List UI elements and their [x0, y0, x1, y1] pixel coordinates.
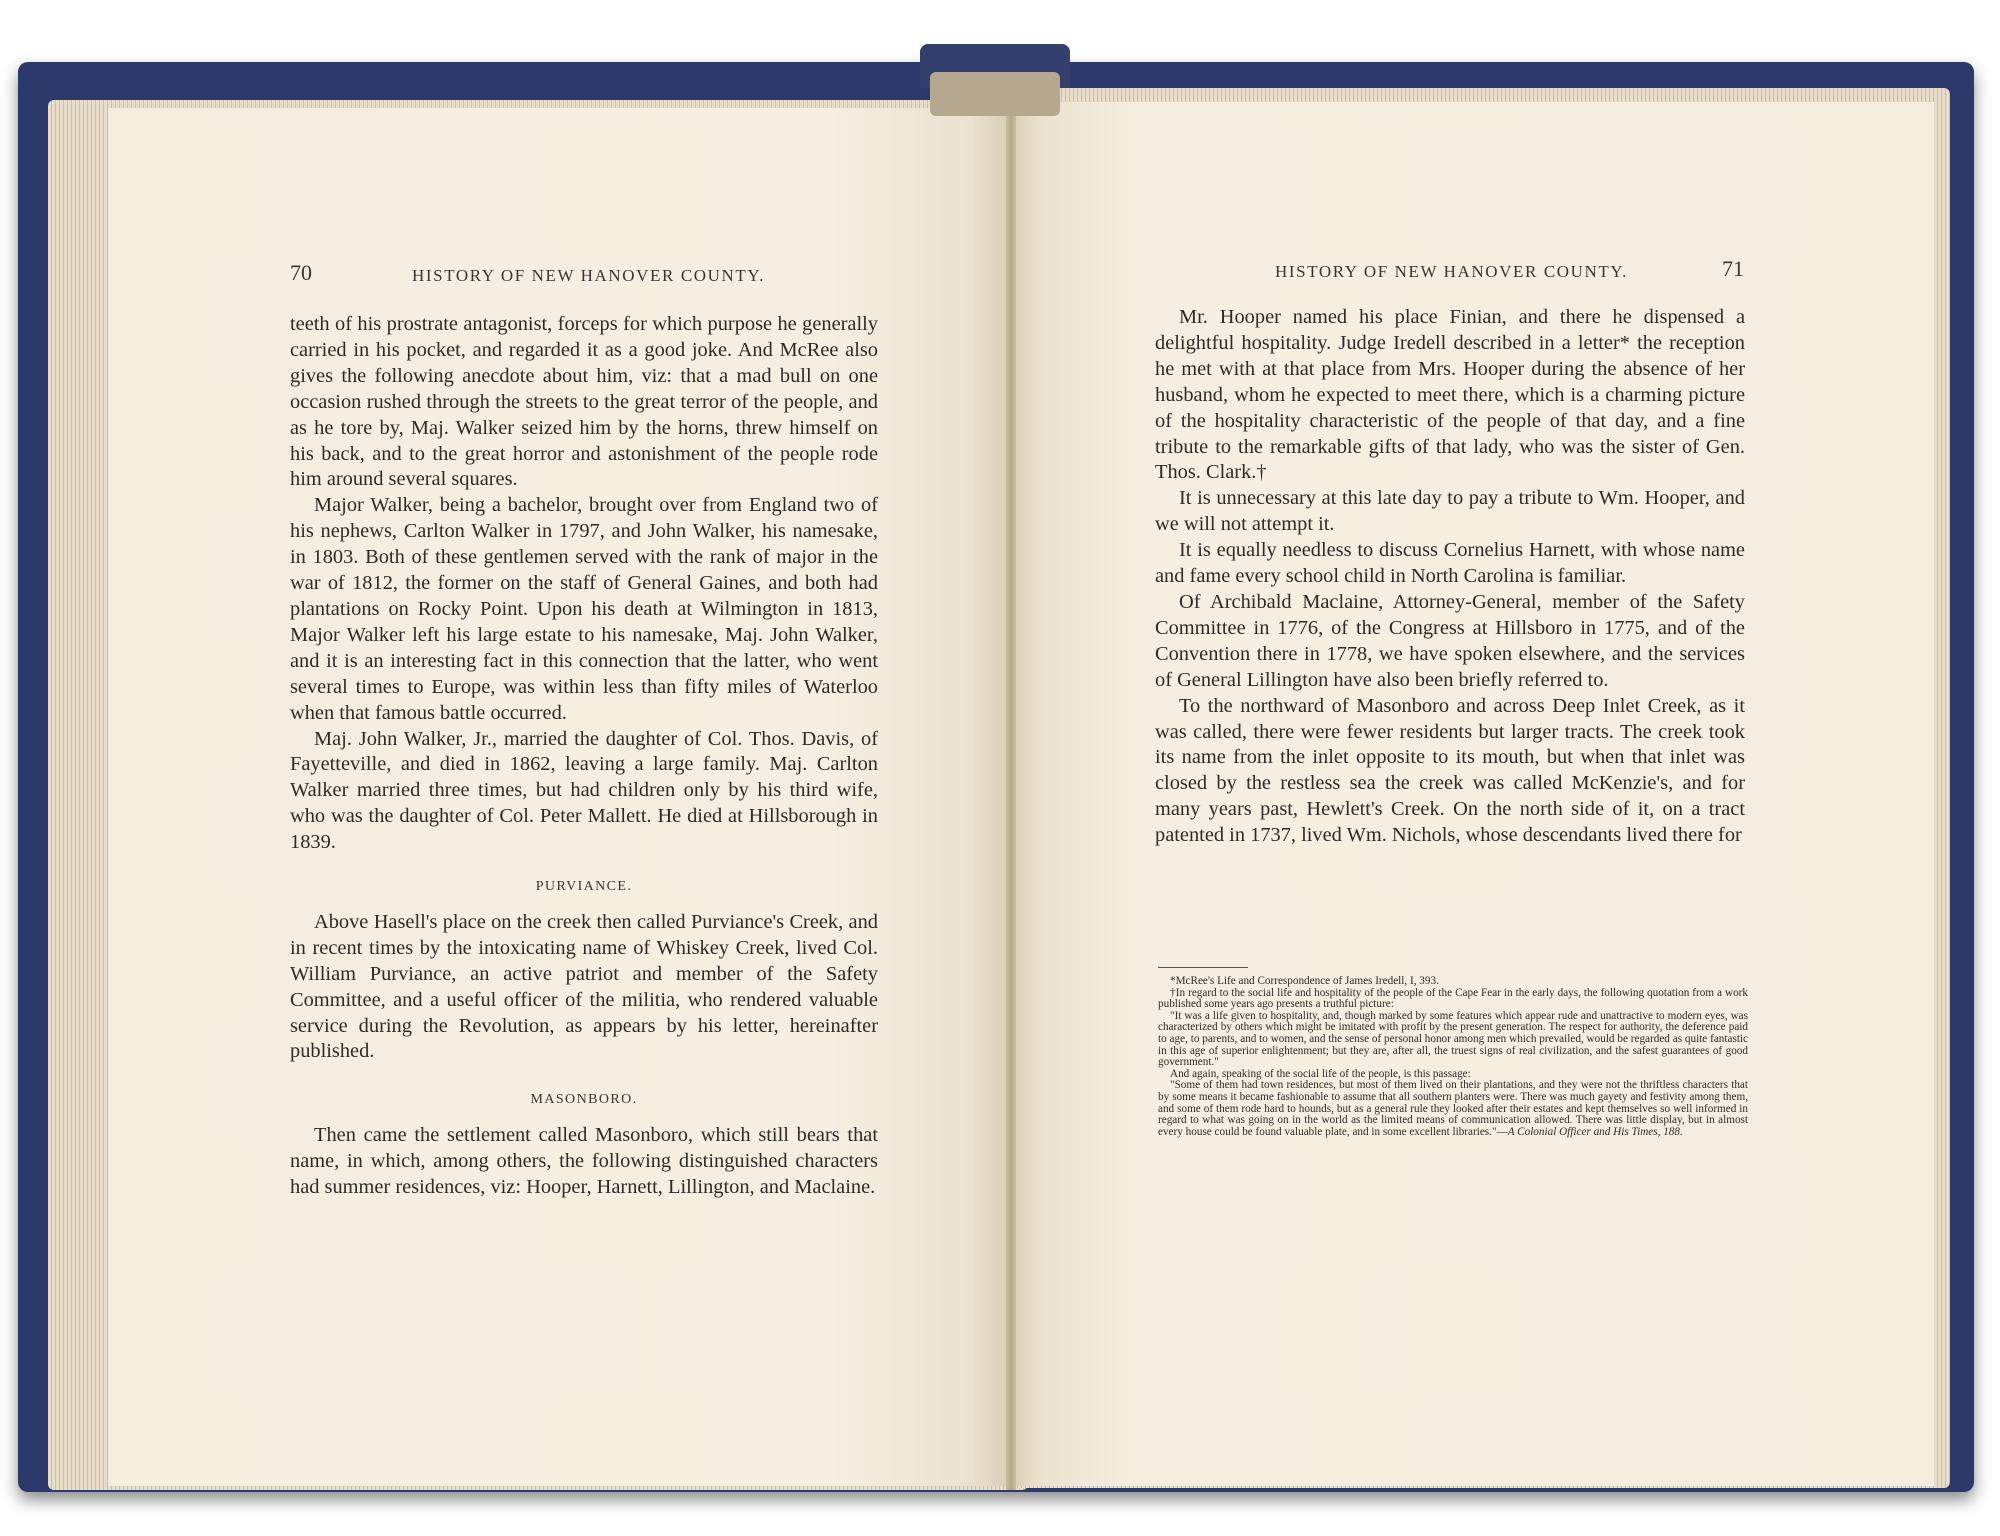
- footnote-quote-2-text: "Some of them had town residences, but most of them lived on their plantations, and they were not the thriftless characters that by some means it became fashionable to assume that all southern planters were. There was much gayety and festivity among them, and some of them rode hard to hounds, but as a general rule they looked after their estates and kept themselves so well informed in regard to what was going on in the world as the limited means of communication allowed. There was little display, but in almost every house could be found valuable plate, and in some excellent libraries."—: [1158, 1079, 1748, 1138]
- footnote-quote-2: [1158, 1080, 1748, 1138]
- footnote-1: *McRee's Life and Correspondence of James Iredell, I, 393.: [1170, 975, 1439, 987]
- left-page-number: 70: [290, 260, 312, 285]
- section-heading-masonboro: MASONBORO.: [530, 1092, 638, 1108]
- left-paragraph-2: Major Walker, being a bachelor, brought over from England two of his nephews, Carlton Walker in 1797, and John Walker, his namesake, in 1803. Both of these gentlemen served with the rank of major in the war of 1812, the former on the staff of General Gaines, and both had plantations on Rocky Point. Upon his death at Wilmington in 1813, Major Walker left his large estate to his namesake, Maj. John Walker, and it is an interesting fact in this connection that the latter, who went several times to Europe, was within less than fifty miles of Waterloo when that famous battle occurred.: [290, 494, 878, 724]
- right-paragraph-1: Mr. Hooper named his place Finian, and there he dispensed a delightful hospitality. Judge Iredell described in a letter* the reception he met with at that place from Mrs. Hooper during the absence of her husband, whom he expected to meet there, which is a charming picture of the hospitality characteristic of the people of that day, and a fine tribute to the remarkable gifts of that lady, who was the sister of Gen. Thos. Clark.†: [1155, 306, 1745, 484]
- left-paragraph-1: teeth of his prostrate antagonist, forceps for which purpose he generally carried in his pocket, and regarded it as a good joke. And McRee also gives the following anecdote about him, viz: that a mad bull on one occasion rushed through the streets to the great terror of the people, and as he tore by, Maj. Walker seized him by the horns, threw himself on his back, and to the great horror and astonishment of the people rode him around several squares.: [290, 313, 878, 491]
- footnote-quote-1: "It was a life given to hospitality, and, though marked by some features which appear rude and unattractive to modern eyes, was characterized by others which might be imitated with profit by the present generation. The respect for authority, the deference paid to age, to parents, and to women, and the sense of personal honor among men which prevailed, would be regarded as quite fantastic in this age of superior enlightenment; but they are, after all, the truest signs of real civilization, and the safest guarantees of good government.": [1158, 1009, 1748, 1069]
- footnote-3: And again, speaking of the social life of the people, is this passage:: [1170, 1067, 1471, 1080]
- purviance-paragraph: Above Hasell's place on the creek then called Purviance's Creek, and in recent times by the intoxicating name of Whiskey Creek, lived Col. William Purviance, an active patriot and member of the Safety Committee, and a useful officer of the militia, who rendered valuable service during the Revolution, as appears by his letter, hereinafter published.: [290, 910, 878, 1063]
- left-running-head: HISTORY OF NEW HANOVER COUNTY.: [412, 266, 765, 285]
- masonboro-paragraph: Then came the settlement called Masonboro, which still bears that name, in which, among others, the following distinguished characters had summer residences, viz: Hooper, Harnett, Lillington, and Maclaine.: [290, 1124, 878, 1199]
- left-text-block: [290, 312, 878, 1201]
- right-running-head: HISTORY OF NEW HANOVER COUNTY.: [1275, 262, 1628, 281]
- right-paragraph-2: It is unnecessary at this late day to pay a tribute to Wm. Hooper, and we will not attempt it.: [1155, 487, 1745, 536]
- footnote-2: †In regard to the social life and hospitality of the people of the Cape Fear in the early days, the following quotation from a work published some years ago presents a truthful picture:: [1158, 986, 1748, 1011]
- footnotes: [1158, 976, 1748, 1138]
- right-page-number: 71: [1722, 256, 1744, 281]
- book-gutter: [1006, 100, 1016, 1490]
- left-paragraph-3: Maj. John Walker, Jr., married the daughter of Col. Thos. Davis, of Fayetteville, and died in 1862, leaving a large family. Maj. Carlton Walker married three times, but had children only by his third wife, who was the daughter of Col. Peter Mallett. He died at Hillsborough in 1839.: [290, 727, 878, 854]
- right-paragraph-5: To the northward of Masonboro and across Deep Inlet Creek, as it was called, there were fewer residents but larger tracts. The creek took its name from the inlet opposite to its mouth, but when that inlet was closed by the restless sea the creek was called McKenzie's, and for many years past, Hewlett's Creek. On the north side of it, on a tract patented in 1737, lived Wm. Nichols, whose descendants lived there for: [1155, 694, 1745, 847]
- right-text-block: [1155, 305, 1745, 849]
- right-paragraph-4: Of Archibald Maclaine, Attorney-General, member of the Safety Committee in 1776, of the Congress at Hillsboro in 1775, and of the Convention there in 1778, we have spoken elsewhere, and the services of General Lillington have also been briefly referred to.: [1155, 590, 1745, 691]
- footnote-rule: [1158, 967, 1248, 968]
- footnote-citation: A Colonial Officer and His Times, 188.: [1507, 1125, 1683, 1138]
- right-paragraph-3: It is equally needless to discuss Cornelius Harnett, with whose name and fame every school child in North Carolina is familiar.: [1155, 539, 1745, 588]
- section-heading-purviance: PURVIANCE.: [535, 879, 633, 895]
- book-headband: [930, 72, 1060, 116]
